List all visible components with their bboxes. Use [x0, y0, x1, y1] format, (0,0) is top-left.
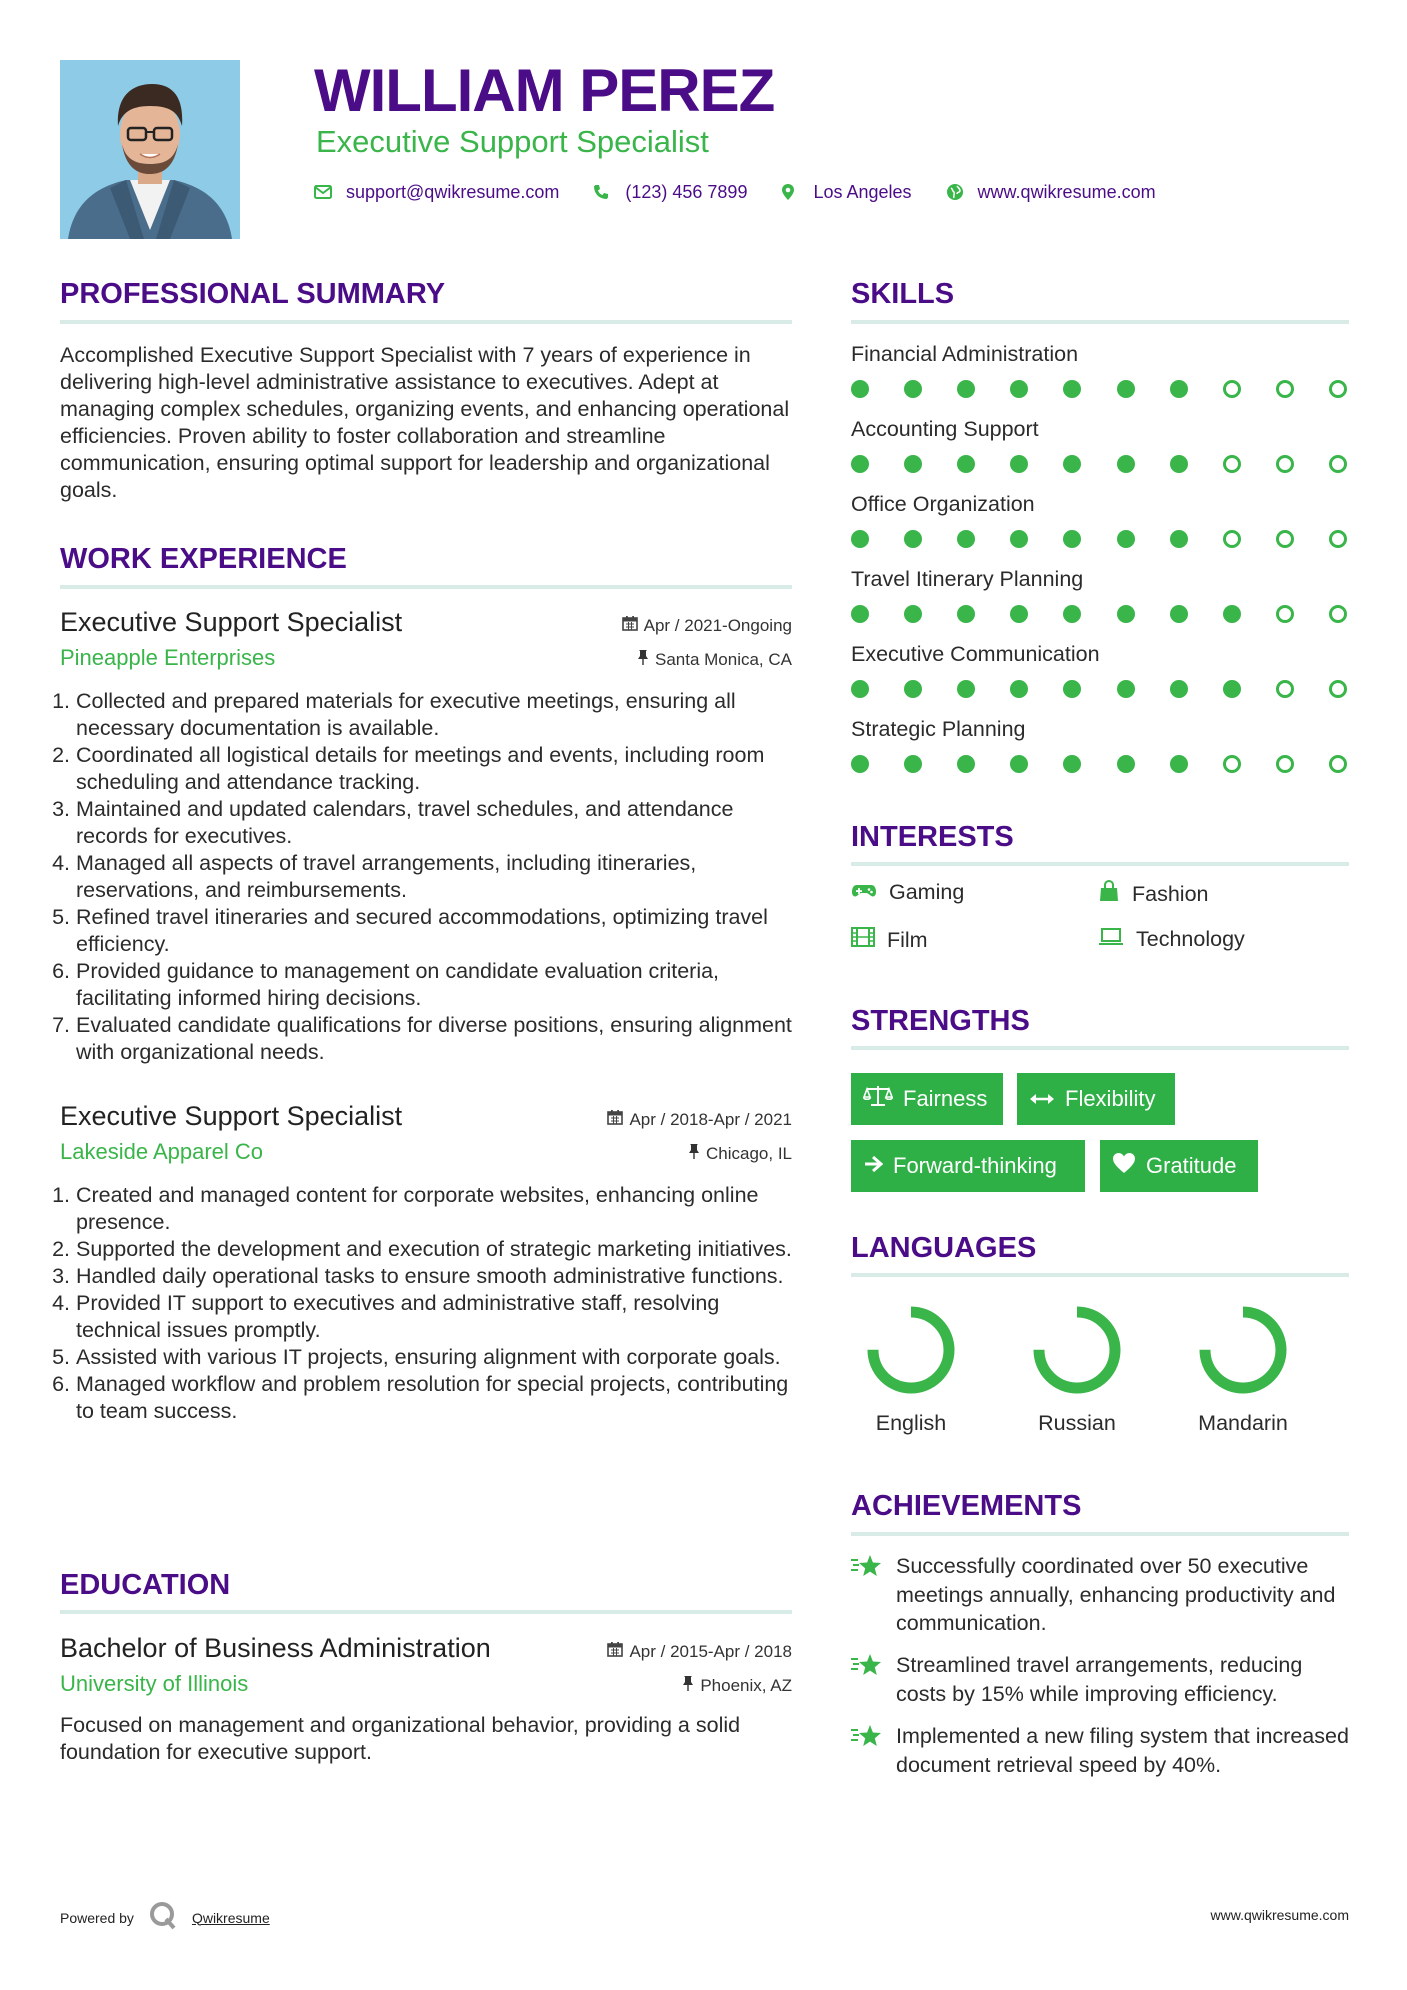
language-name: English: [875, 1411, 947, 1435]
rating-dot-filled: [1170, 755, 1188, 773]
job-responsibilities: [58, 688, 806, 1066]
shopping-bag-icon: [1098, 880, 1120, 908]
skill-row: [851, 415, 1351, 473]
education-dates: Apr / 2015-Apr / 2018: [607, 1641, 792, 1663]
language-item: [1007, 1300, 1147, 1436]
list-item: 5. Refined travel itineraries and secured accommodations, optimizing travel efficiency.: [76, 904, 806, 958]
list-item: 2. Supported the development and execution of strategic marketing initiatives.: [76, 1236, 806, 1263]
calendar-icon: [622, 615, 638, 637]
rating-dot-filled: [1010, 605, 1028, 623]
brand-link[interactable]: Qwikresume: [191, 1909, 270, 1926]
rating-dot-filled: [851, 455, 869, 473]
list-item: 5. Assisted with various IT projects, ensuring alignment with corporate goals.: [76, 1344, 806, 1371]
job-title: Executive Support Specialist: [60, 607, 403, 637]
star-icon: [850, 1722, 882, 1779]
languages-heading: LANGUAGES: [851, 1232, 1037, 1264]
experience-divider: [60, 585, 792, 589]
rating-dot-filled: [851, 755, 869, 773]
candidate-name: WILLIAM PEREZ: [314, 57, 775, 124]
rating-dot-empty: [1223, 380, 1241, 398]
language-proficiency-ring: [861, 1300, 961, 1400]
interest-item: Film: [851, 927, 928, 953]
gamepad-icon: [851, 880, 877, 905]
company-name: Lakeside Apparel Co: [60, 1139, 264, 1164]
rating-dot-empty: [1329, 380, 1347, 398]
list-item: 1. Created and managed content for corporate websites, enhancing online presence.: [76, 1182, 806, 1236]
language-proficiency-ring: [1027, 1300, 1127, 1400]
skill-row: [851, 640, 1351, 698]
job-responsibilities: [58, 1182, 806, 1425]
rating-dot-filled: [1223, 680, 1241, 698]
list-item: 6. Provided guidance to management on candidate evaluation criteria, facilitating informed hiring decisions.: [76, 958, 806, 1012]
rating-dot-filled: [1010, 530, 1028, 548]
rating-dot-filled: [904, 380, 922, 398]
languages-divider: [851, 1273, 1349, 1277]
contact-phone[interactable]: (123) 456 7899: [625, 181, 748, 202]
strength-badge: Forward-thinking: [851, 1140, 1085, 1192]
language-proficiency-ring: [1193, 1300, 1293, 1400]
strength-badge: Flexibility: [1017, 1073, 1175, 1125]
rating-dot-filled: [1063, 680, 1081, 698]
contact-location: Los Angeles: [813, 181, 912, 202]
education-description: Focused on management and organizational behavior, providing a solid foundation for executive support.: [60, 1713, 741, 1764]
summary-divider: [60, 320, 792, 324]
rating-dot-filled: [1010, 680, 1028, 698]
skill-rating: [851, 755, 1347, 773]
rating-dot-filled: [1170, 380, 1188, 398]
rating-dot-filled: [1117, 680, 1135, 698]
job-entry: [60, 606, 792, 676]
rating-dot-empty: [1329, 455, 1347, 473]
interests-divider: [851, 862, 1349, 866]
rating-dot-filled: [1223, 605, 1241, 623]
portrait-image: [60, 60, 240, 239]
rating-dot-empty: [1276, 680, 1294, 698]
school-name: University of Illinois: [60, 1671, 249, 1696]
rating-dot-filled: [1117, 755, 1135, 773]
job-dates: Apr / 2021-Ongoing: [622, 615, 792, 637]
list-item: 6. Managed workflow and problem resolution for special projects, contributing to team success.: [76, 1371, 806, 1425]
rating-dot-empty: [1329, 680, 1347, 698]
rating-dot-filled: [904, 605, 922, 623]
skill-name: Financial Administration: [851, 342, 1079, 366]
interests-heading: INTERESTS: [851, 821, 1014, 853]
list-item: 7. Evaluated candidate qualifications for diverse positions, ensuring alignment with organizational needs.: [76, 1012, 806, 1066]
pushpin-icon: [688, 1143, 700, 1165]
rating-dot-empty: [1276, 455, 1294, 473]
phone-icon: [593, 182, 613, 202]
job-dates: Apr / 2018-Apr / 2021: [607, 1109, 792, 1131]
rating-dot-filled: [1170, 680, 1188, 698]
rating-dot-filled: [1117, 455, 1135, 473]
skill-name: Accounting Support: [851, 417, 1039, 441]
rating-dot-filled: [1010, 755, 1028, 773]
star-icon: [850, 1552, 882, 1638]
list-item: 1. Collected and prepared materials for executive meetings, ensuring all necessary documentation is available.: [76, 688, 806, 742]
rating-dot-filled: [904, 755, 922, 773]
contact-website[interactable]: www.qwikresume.com: [977, 181, 1156, 202]
envelope-icon: [314, 182, 334, 202]
rating-dot-filled: [1063, 380, 1081, 398]
language-ring-arc: [1205, 1312, 1281, 1388]
rating-dot-filled: [957, 380, 975, 398]
rating-dot-empty: [1329, 530, 1347, 548]
rating-dot-empty: [1329, 605, 1347, 623]
arrow-right-icon: [863, 1153, 883, 1179]
rating-dot-filled: [1063, 755, 1081, 773]
education-heading: EDUCATION: [60, 1569, 231, 1601]
skills-divider: [851, 320, 1349, 324]
rating-dot-filled: [904, 680, 922, 698]
rating-dot-filled: [1117, 605, 1135, 623]
language-name: Mandarin: [1198, 1411, 1288, 1435]
job-location: Chicago, IL: [688, 1143, 792, 1165]
education-entry: [60, 1632, 792, 1702]
arrows-horizontal-icon: [1029, 1086, 1055, 1112]
laptop-icon: [1098, 927, 1124, 952]
list-item: 4. Managed all aspects of travel arrangements, including itineraries, reservations, and reimbursements.: [76, 850, 806, 904]
skill-rating: [851, 530, 1347, 548]
rating-dot-filled: [904, 530, 922, 548]
achievements-divider: [851, 1532, 1349, 1536]
globe-icon: [946, 182, 966, 202]
skill-row: [851, 565, 1351, 623]
candidate-title: Executive Support Specialist: [316, 124, 709, 159]
language-item: [1173, 1300, 1313, 1436]
rating-dot-filled: [957, 605, 975, 623]
rating-dot-filled: [851, 605, 869, 623]
contact-bar: [314, 177, 1156, 207]
achievements-heading: ACHIEVEMENTS: [851, 1490, 1082, 1522]
star-icon: [850, 1651, 882, 1708]
rating-dot-filled: [851, 380, 869, 398]
education-location: Phoenix, AZ: [682, 1675, 792, 1697]
language-ring-arc: [873, 1312, 949, 1388]
balance-scale-icon: [863, 1084, 893, 1114]
experience-heading: WORK EXPERIENCE: [60, 543, 347, 575]
profile-photo: [60, 60, 240, 239]
strength-badge: Gratitude: [1100, 1140, 1258, 1192]
strengths-divider: [851, 1046, 1349, 1050]
rating-dot-empty: [1223, 755, 1241, 773]
skill-rating: [851, 605, 1347, 623]
interest-item: Fashion: [1098, 880, 1209, 908]
qwikresume-logo-icon: [148, 1900, 178, 1935]
strength-badge: Fairness: [851, 1073, 1003, 1125]
rating-dot-filled: [1063, 605, 1081, 623]
education-divider: [60, 1610, 792, 1614]
rating-dot-filled: [1063, 530, 1081, 548]
powered-by-label: Powered by: [60, 1909, 134, 1926]
calendar-icon: [607, 1109, 623, 1131]
skill-row: [851, 715, 1351, 773]
job-entry: [60, 1100, 792, 1170]
rating-dot-filled: [1170, 455, 1188, 473]
list-item: 4. Provided IT support to executives and administrative staff, resolving technical issues promptly.: [76, 1290, 806, 1344]
list-item: 3. Maintained and updated calendars, travel schedules, and attendance records for executives.: [76, 796, 806, 850]
skill-rating: [851, 455, 1347, 473]
achievement-item: Implemented a new filing system that increased document retrieval speed by 40%.: [850, 1722, 1350, 1779]
skill-name: Strategic Planning: [851, 717, 1026, 741]
summary-text: Accomplished Executive Support Specialist with 7 years of experience in delivering high-level administrative assistance to executives. Adept at managing complex schedules, organizing events, and enhancing operational efficiencies. Proven ability to foster collaboration and streamline communication, ensuring optimal support for leadership and organizational goals.: [60, 343, 790, 502]
map-pin-icon: [781, 182, 801, 202]
footer-branding: [60, 1900, 270, 1935]
heart-icon: [1112, 1152, 1136, 1180]
company-name: Pineapple Enterprises: [60, 645, 276, 670]
contact-email[interactable]: support@qwikresume.com: [346, 181, 560, 202]
footer-website[interactable]: www.qwikresume.com: [1210, 1907, 1349, 1923]
job-title: Executive Support Specialist: [60, 1101, 403, 1131]
rating-dot-empty: [1276, 380, 1294, 398]
skill-rating: [851, 380, 1347, 398]
rating-dot-empty: [1329, 755, 1347, 773]
rating-dot-empty: [1276, 530, 1294, 548]
rating-dot-empty: [1223, 530, 1241, 548]
interest-item: Gaming: [851, 880, 964, 905]
list-item: 3. Handled daily operational tasks to ensure smooth administrative functions.: [76, 1263, 806, 1290]
rating-dot-filled: [957, 755, 975, 773]
strengths-heading: STRENGTHS: [851, 1005, 1030, 1037]
rating-dot-filled: [1010, 380, 1028, 398]
rating-dot-empty: [1223, 455, 1241, 473]
pushpin-icon: [637, 649, 649, 671]
rating-dot-filled: [957, 455, 975, 473]
calendar-icon: [607, 1641, 623, 1663]
rating-dot-filled: [1170, 605, 1188, 623]
rating-dot-filled: [1170, 530, 1188, 548]
achievement-item: Successfully coordinated over 50 executive meetings annually, enhancing productivity and communication.: [850, 1552, 1350, 1638]
skills-heading: SKILLS: [851, 278, 955, 310]
summary-heading: PROFESSIONAL SUMMARY: [60, 278, 446, 310]
rating-dot-empty: [1276, 755, 1294, 773]
rating-dot-filled: [1117, 380, 1135, 398]
skill-row: [851, 340, 1351, 398]
job-location: Santa Monica, CA: [637, 649, 792, 671]
rating-dot-empty: [1276, 605, 1294, 623]
rating-dot-filled: [1117, 530, 1135, 548]
skill-rating: [851, 680, 1347, 698]
skill-name: Office Organization: [851, 492, 1035, 516]
rating-dot-filled: [904, 455, 922, 473]
interest-item: Technology: [1098, 927, 1245, 952]
rating-dot-filled: [1010, 455, 1028, 473]
rating-dot-filled: [851, 530, 869, 548]
skill-name: Executive Communication: [851, 642, 1100, 666]
pushpin-icon: [682, 1675, 694, 1697]
skill-name: Travel Itinerary Planning: [851, 567, 1084, 591]
degree-title: Bachelor of Business Administration: [60, 1633, 491, 1663]
rating-dot-filled: [851, 680, 869, 698]
achievement-item: Streamlined travel arrangements, reducing costs by 15% while improving efficiency.: [850, 1651, 1350, 1708]
film-icon: [851, 927, 875, 953]
rating-dot-filled: [957, 680, 975, 698]
list-item: 2. Coordinated all logistical details for meetings and events, including room scheduling and attendance tracking.: [76, 742, 806, 796]
skill-row: [851, 490, 1351, 548]
language-name: Russian: [1038, 1411, 1116, 1435]
rating-dot-filled: [957, 530, 975, 548]
language-ring-arc: [1039, 1312, 1115, 1388]
language-item: [841, 1300, 981, 1436]
rating-dot-filled: [1063, 455, 1081, 473]
